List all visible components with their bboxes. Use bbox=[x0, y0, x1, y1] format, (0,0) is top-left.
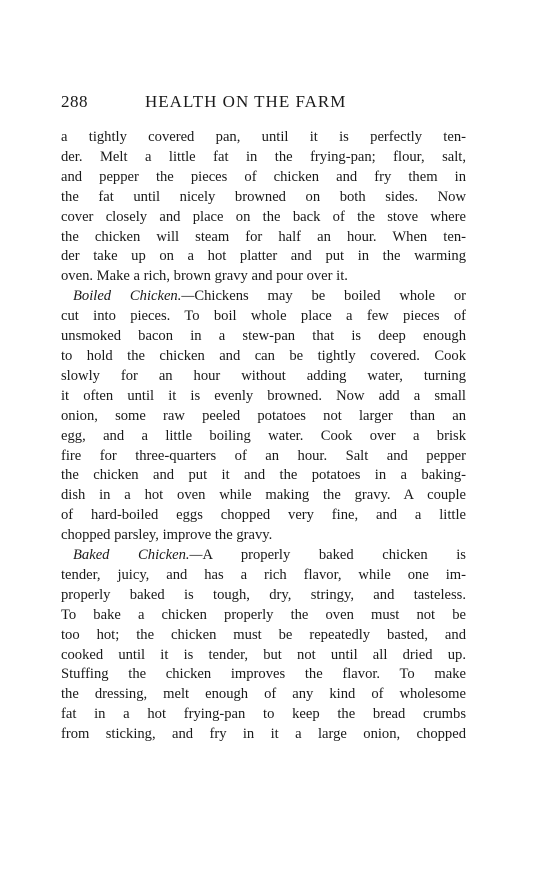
text-run: Chickens may be boiled whole or bbox=[194, 288, 466, 305]
text-line: slowly for an hour without adding water, turning bbox=[61, 367, 466, 384]
text-line: To bake a chicken properly the oven must not be bbox=[61, 606, 466, 623]
text-line: cover closely and place on the back of the stove where bbox=[61, 208, 466, 225]
text-line: the chicken will steam for half an hour. When ten- bbox=[61, 228, 466, 245]
text-line: onion, some raw peeled potatoes not larger than an bbox=[61, 407, 466, 424]
text-line: der. Melt a little fat in the frying-pan; flour, salt, bbox=[61, 148, 466, 165]
text-line: cooked until it is tender, but not until all dried up. bbox=[61, 646, 466, 663]
paragraph-start-boiled-chicken bbox=[61, 287, 466, 307]
text-line: of hard-boiled eggs chopped very fine, and a little bbox=[61, 507, 466, 524]
text-line: a tightly covered pan, until it is perfectly ten- bbox=[61, 129, 466, 145]
body-text bbox=[61, 128, 466, 745]
text-run: A properly baked chicken is bbox=[202, 547, 466, 564]
text-line: dish in a hot oven while making the gravy. A couple bbox=[61, 487, 466, 504]
text-line: cut into pieces. To boil whole place a few pieces of bbox=[61, 308, 466, 325]
text-line: der take up on a hot platter and put in the warming bbox=[61, 248, 466, 265]
text-line: the dressing, melt enough of any kind of wholesome bbox=[61, 686, 466, 703]
run-in-heading-baked-chicken: Baked Chicken.— bbox=[73, 547, 203, 564]
text-line: too hot; the chicken must be repeatedly basted, and bbox=[61, 626, 466, 643]
text-line: oven. Make a rich, brown gravy and pour over it. bbox=[61, 268, 348, 285]
text-line: it often until it is evenly browned. Now add a small bbox=[61, 387, 466, 404]
text-line: from sticking, and fry in it a large onion, chopped bbox=[61, 726, 466, 743]
text-line: the chicken and put it and the potatoes in a baking- bbox=[61, 467, 466, 484]
page-number: 288 bbox=[61, 92, 88, 111]
text-line: chopped parsley, improve the gravy. bbox=[61, 527, 273, 544]
text-line: to hold the chicken and can be tightly covered. Cook bbox=[61, 347, 466, 364]
text-line: the fat until nicely browned on both sides. Now bbox=[61, 188, 466, 205]
text-line: fire for three-quarters of an hour. Salt and pepper bbox=[61, 447, 466, 464]
text-line: and pepper the pieces of chicken and fry them in bbox=[61, 168, 466, 185]
paragraph-start-baked-chicken bbox=[61, 546, 466, 566]
book-page bbox=[61, 92, 466, 745]
text-line: unsmoked bacon in a stew-pan that is deep enough bbox=[61, 328, 466, 345]
text-line: Stuffing the chicken improves the flavor. To make bbox=[61, 666, 466, 683]
running-title: HEALTH ON THE FARM bbox=[145, 92, 347, 111]
text-line: properly baked is tough, dry, stringy, and tasteless. bbox=[61, 586, 466, 603]
run-in-heading-boiled-chicken: Boiled Chicken.— bbox=[73, 288, 195, 305]
page-header bbox=[61, 92, 466, 118]
text-line: fat in a hot frying-pan to keep the bread crumbs bbox=[61, 706, 466, 723]
text-line: egg, and a little boiling water. Cook over a brisk bbox=[61, 427, 466, 444]
text-line: tender, juicy, and has a rich flavor, while one im- bbox=[61, 566, 466, 583]
